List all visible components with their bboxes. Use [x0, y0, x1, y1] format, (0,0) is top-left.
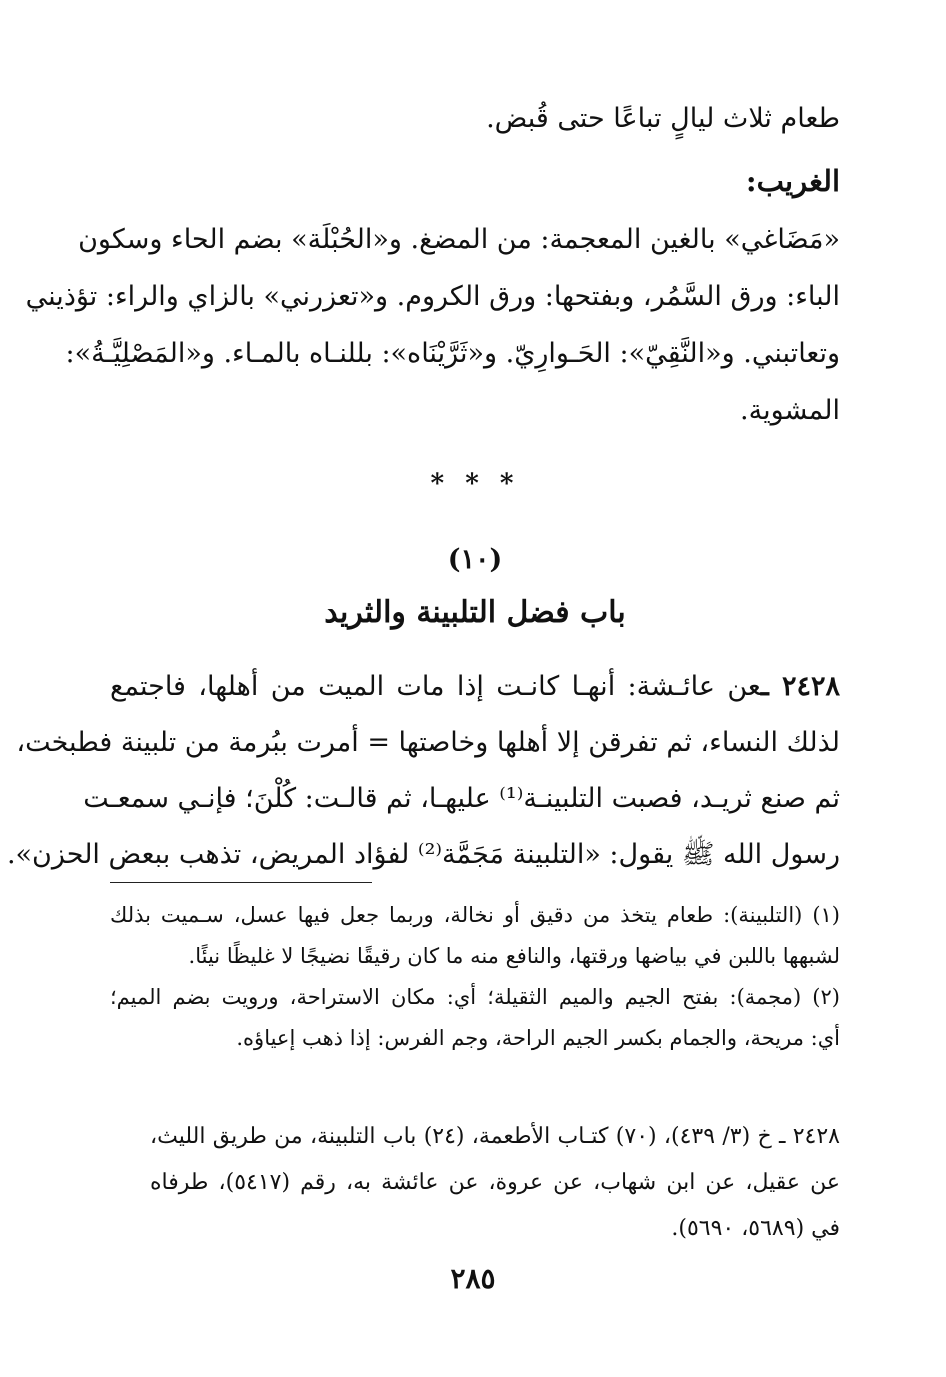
hadith-number: ٢٤٢٨ ـ [760, 671, 840, 702]
footnote-divider [110, 882, 372, 883]
footnote-line: (٢) (مجمة): بفتح الجيم والميم الثقيلة؛ أي: مكان الاستراحة، ورويت بضم الميم؛ [110, 985, 840, 1009]
hadith-line: رسول الله ﷺ يقول: «التلبينة مَجَمَّة⁽²⁾ لفؤاد المريض، تذهب ببعض الحزن». [6, 839, 840, 870]
gharib-line: «مَضَاغي» بالغين المعجمة: من المضغ. و«الحُبْلَة» بضم الحاء وسكون [78, 224, 840, 255]
takhrij-line: ٢٤٢٨ ـ خ (٣/ ٤٣٩)، (٧٠) كتـاب الأطعمة، (٢٤) باب التلبينة، من طريق الليث، [150, 1124, 840, 1149]
footnote-line: (١) (التلبينة): طعام يتخذ من دقيق أو نخالة، وربما جعل فيها عسل، سـميت بذلك [110, 903, 840, 927]
hadith-line: لذلك النساء، ثم تفرقن إلا أهلها وخاصتها = أمرت ببُرمة من تلبينة فطبخت، [16, 727, 840, 758]
takhrij-line: في (٥٦٨٩، ٥٦٩٠). [671, 1216, 840, 1241]
takhrij-line: عن عقيل، عن ابن شهاب، عن عروة، عن عائشة به، رقم (٥٤١٧)، طرفاه [150, 1170, 840, 1195]
chapter-number: (١٠) [447, 544, 503, 575]
page-number: ٢٨٥ [450, 1262, 496, 1295]
hadith-line: ثم صنع ثريـد، فصبت التلبينـة⁽¹⁾ عليهـا، ثم قالـت: كُلْنَ؛ فإنـي سمعـت [83, 783, 840, 814]
main-text [6, 90, 840, 883]
gharib-section [25, 211, 840, 439]
gharib-line: المشوية. [740, 395, 840, 426]
gharib-line: الباء: ورق السَّمُر، وبفتحها: ورق الكروم. و«تعزرني» بالزاي والراء: تؤذيني [25, 281, 840, 312]
footnotes [110, 895, 840, 1059]
hadith-line-text: عن عائـشة: أنهـا كانـت إذا مات الميت من أهلها، فاجتمع [110, 671, 761, 702]
gharib-heading: الغريب: [745, 164, 840, 198]
gharib-line: وتعاتبني. و«النَّقِيّ»: الحَـوارِيّ. و«ثَرَّيْنَاه»: بللنـاه بالمـاء. و«المَصْلِيَّـةُ»: [65, 338, 840, 369]
footnote [110, 895, 840, 977]
section-separator: * * * [430, 469, 520, 499]
footnote-line: لشبهها باللبن في بياضها ورقتها، والنافع منه ما كان رقيقًا نضيجًا لا غليظًا نيئًا. [188, 944, 840, 968]
intro-line: طعام ثلاث ليالٍ تباعًا حتى قُبض. [486, 103, 840, 134]
hadith-text [6, 659, 840, 883]
footnote-line: أي: مريحة، والجمام بكسر الجيم الراحة، وجم الفرس: إذا ذهب إعياؤه. [236, 1026, 840, 1050]
hadith-line [110, 659, 840, 715]
takhrij-section [150, 1114, 840, 1252]
chapter-title: باب فضل التلبينة والثريد [324, 595, 626, 630]
footnote [110, 977, 840, 1059]
